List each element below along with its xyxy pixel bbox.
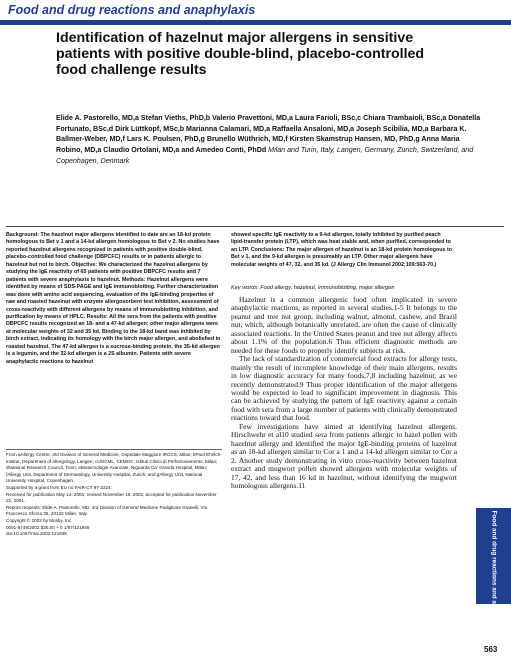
footnote-rule: [6, 449, 222, 450]
author-names: Elide A. Pastorello, MD,a Stefan Vieths, PhD,b Valerio Pravettoni, MD,a Laura Farioli, BSc,c Chiara Trambaioli, BSc,a Donatella Fortunato, BSc,d Dirk Lüttkopf, MSc,b Marianna Calamari, MD,a Raffaella Ansaloni, MD,a Joseph Scibilia, MD,a Barbara K. Ballmer-Weber, MD,f Lars K. Poulsen, PhD,g Brunello Wüthrich, MD,f Kirsten Skamstrup Hansen, MD, PhD,g Anna Maria Robino, MD,a Claudio Ortolani, MD,a and Amedeo Conti, PhDd: [56, 114, 481, 155]
footnote-affiliations: From aAllergy Centre, 3rd Division of General Medicine, Ospedale Maggiore IRCCS, Milan; bPaul-Ehrlich-Institut, Department of Allergology, Langen; cUOCML, CEMOC, Istituti Clinici di Perfezionamento, Milan; dNational Research Council, Turin; eBiotecnologie Avanzate, Niguarda Ca' Granda Hospital, Milan; fAllergy Unit, Department of Dermatology, University Hospital, Zurich; and gAllergy Unit, National University Hospital, Copenhagen.: [6, 452, 222, 484]
author-locations: Milan and Turin, Italy, Langen, Germany, Zurich, Switzerland, and Copenhagen, Denmark: [56, 146, 474, 165]
section-header: Food and drug reactions and anaphylaxis: [8, 3, 256, 17]
footnote-issn: 0091-6749/2002 $35.00 + 0 1/87/121946: [6, 524, 90, 530]
side-tab-label: Food and drug reactions and anaphylaxis: [490, 510, 498, 638]
body-paragraph: The lack of standardization of commercial food extracts for allergy tests, mainly the result of incomplete knowledge of their main allergens, results in low diagnostic accuracy for many foods,7,8 including hazelnut, as we recently demonstrated.9 Thus proper identification of the major allergens would be expected to lead to significant improvement in diagnosis. This can be achieved by studying the pattern of IgE reactivity against a certain food with sera from a large number of patients with clinically demonstrated reactions toward that food.: [231, 354, 457, 423]
abstract-right-column: [231, 232, 452, 269]
abstract-left-column: [6, 232, 222, 366]
abstract-divider: [6, 226, 504, 227]
header-rule: [0, 20, 511, 25]
footnote-received: Received for publication May 14, 2001; revised November 19, 2001; accepted for publication November 22, 2001.: [6, 491, 217, 504]
keywords: Key words: Food allergy, hazelnut, immunoblotting, major allergen: [231, 285, 395, 291]
page-number: 563: [484, 645, 498, 654]
abstract-text-left: Background: The hazelnut major allergens identified to date are an 18-kd protein homologous to Bet v 1 and a 14-kd allergen homologous to Bet v 2. No studies have reported hazelnut allergens recognized in patients with positive double-blind, placebo-controlled food challenge (DBPCFC) results or in patients allergic to hazelnut but not to birch. Objective: We characterized the hazelnut allergens by studying the IgE reactivity of 65 patients with positive DBPCFC results and 7 patients with severe anaphylaxis to hazelnut. Methods: Hazelnut allergens were identified by means of SDS-PAGE and IgE immunoblotting. Further characterization was done with amino acid sequencing, evaluation of the IgE-binding properties of raw and roasted hazelnut with enzyme allergosorbent test inhibition, assessment of cross-reactivity with different allergens by means of immunoblotting inhibition, and purification by means of HPLC. Results: All the sera from the patients with positive DBPCFC results recognized an 18- and a 47-kd allergen; other major allergens were at molecular weights of 32 and 35 kd. Binding to the 18-kd band was inhibited by birch extract, indicating its homology with the birch major allergen, and abolished in roasted hazelnut. The 47-kd allergen is a sucrose-binding protein, the 35-kd allergen is a legumin, and the 32-kd allergen is a 2S albumin. Patients with severe anaphylactic reactions to hazelnut: [6, 232, 221, 365]
author-list: [56, 113, 481, 167]
footnote-reprints: Reprint requests: Elide A. Pastorello, MD, 3rd Division of General Medicine Padiglione Granelli, Via Francesco Sforza 35, 20122 Milan, Italy.: [6, 504, 208, 517]
footnote-copyright: Copyright © 2002 by Mosby, Inc.: [6, 517, 73, 523]
body-paragraph: Hazelnut is a common allergenic food often implicated in severe anaphylactic reactions, as reported in several studies.1-5 It belongs to the peanut and tree nut group, including walnut, almond, cashew, and Brazil nut, which, although botanically unrelated, are often the cause of clinically associated reactions. In the United States peanut and tree nut allergy affects about 1.1% of the population.6 Thus efficient diagnostic methods are needed for these foods to properly identify subjects at risk.: [231, 295, 457, 355]
footnote-grant: Supported by a grant from EU no FAIR-CT 97-3224.: [6, 484, 112, 490]
section-side-tab: [476, 508, 511, 638]
footnote-doi: doi:10.1067/mai.2002.121946: [6, 531, 67, 537]
footnotes: [6, 452, 222, 538]
article-title: Identification of hazelnut major allergens in sensitive patients with positive double-blind, placebo-controlled food challenge results: [56, 30, 425, 78]
body-text: [231, 296, 457, 490]
abstract-text-right: showed specific IgE reactivity to a 9-kd allergen, totally inhibited by purified peach lipid-transfer protein (LTP), which was heat stable and, when purified, corresponded to an LTP. Conclusions: The major allergen of hazelnut is an 18-kd protein homologous to Bet v 1, and the 9-kd allergen is presumably an LTP. Other major allergens have molecular weights of 47, 32, and 35 kd. (J Allergy Clin Immunol 2002;109:563-70.): [231, 232, 452, 268]
body-paragraph: Few investigations have aimed at identifying hazelnut allergens. Hirschwehr et al10 studied sera from patients allergic to hazel pollen with hazelnut allergy and identified the major IgE-binding proteins of hazelnut as an 18-kd allergen similar to Cor a 1 and a 14-kd allergen similar to Cor a 2. Another study demonstrating in vitro cross-reactivity between hazelnut extract and mugwort pollen showed allergens with molecular weights of 17, 42, and less than 16 kd in hazelnut, without identifying the mugwort homologous allergens.11: [231, 421, 457, 490]
